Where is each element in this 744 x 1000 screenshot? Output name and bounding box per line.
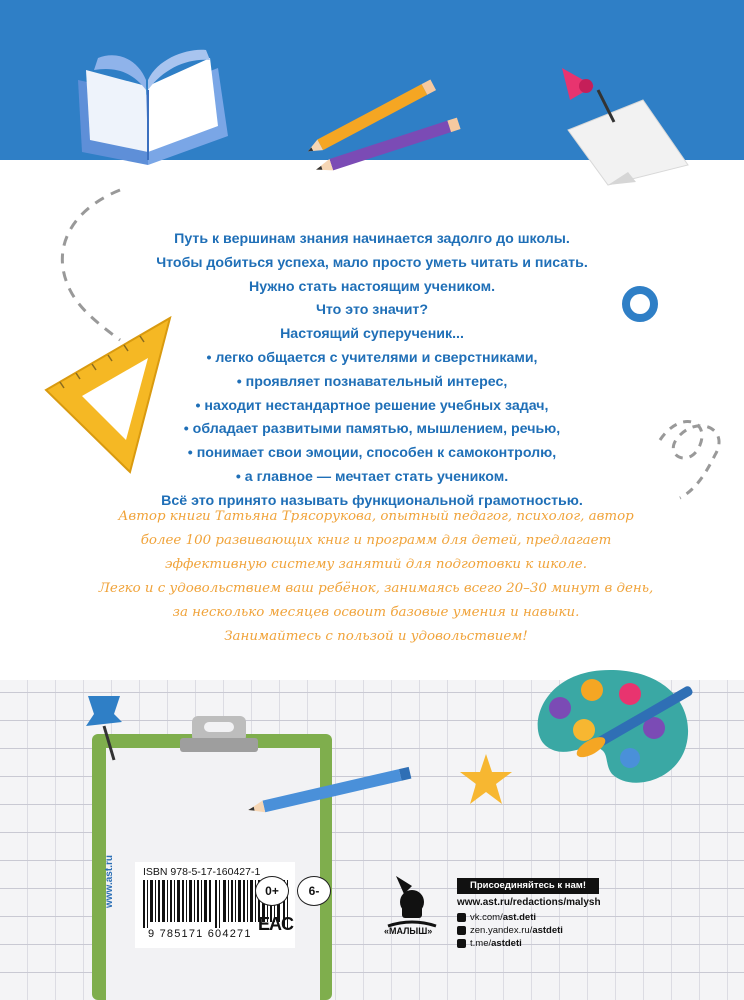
intro-bullet: • находит нестандартное решение учебных задач, bbox=[195, 397, 549, 414]
age-rating-0: 0+ bbox=[255, 876, 289, 906]
intro-line: Путь к вершинам знания начинается задолго до школы. bbox=[174, 231, 570, 247]
star-icon bbox=[458, 752, 514, 808]
pushpin-icon bbox=[74, 686, 134, 766]
ast-link[interactable]: www.ast.ru/redactions/malysh bbox=[457, 897, 601, 908]
blue-pencil-icon bbox=[240, 760, 430, 820]
intro-bullet: • легко общается с учителями и сверстниками, bbox=[206, 349, 538, 366]
intro-line: Нужно стать настоящим учеником. bbox=[248, 278, 496, 295]
intro-bullet: • проявляет познавательный интерес, bbox=[236, 373, 508, 390]
intro-line: Всё это принято называть функциональной грамотностью. bbox=[161, 492, 583, 509]
telegram-icon bbox=[457, 939, 466, 948]
social-zen[interactable]: zen.yandex.ru/astdeti bbox=[457, 925, 563, 936]
isbn-text: ISBN 978-5-17-160427-1 bbox=[143, 866, 261, 878]
intro-text-block bbox=[120, 228, 624, 514]
zen-icon bbox=[457, 926, 466, 935]
intro-line: Настоящий суперученик... bbox=[280, 326, 464, 343]
social-telegram[interactable]: t.me/astdeti bbox=[457, 938, 522, 949]
author-line: Занимайтесь с пользой и удовольствием! bbox=[224, 629, 528, 644]
intro-line: Что это значит? bbox=[315, 302, 429, 319]
social-vk[interactable]: vk.com/ast.deti bbox=[457, 912, 536, 923]
squiggle-right bbox=[640, 400, 740, 500]
author-line: более 100 развивающих книг и программ для детей, предлагает bbox=[140, 533, 612, 548]
pencils-icon bbox=[300, 72, 470, 177]
paint-palette-icon bbox=[520, 660, 700, 800]
author-line: Автор книги Татьяна Трясорукова, опытный педагог, психолог, автор bbox=[118, 509, 634, 524]
intro-bullet: • а главное — мечтает стать учеником. bbox=[235, 468, 509, 485]
author-line: Легко и с удовольствием ваш ребёнок, занимаясь всего 20–30 минут в день, bbox=[98, 581, 654, 596]
author-line: за несколько месяцев освоит базовые умения и навыки. bbox=[172, 605, 580, 620]
age-rating-6: 6- bbox=[297, 876, 331, 906]
barcode-number: 9 785171 604271 bbox=[148, 928, 252, 940]
pinned-note-icon bbox=[548, 60, 698, 190]
ring-icon bbox=[618, 282, 662, 326]
author-line: эффективную систему занятий для подготовки к школе. bbox=[165, 557, 587, 572]
eac-mark: EAC bbox=[258, 914, 294, 934]
join-us-banner: Присоединяйтесь к нам! bbox=[457, 878, 599, 894]
site-vertical: www.ast.ru bbox=[104, 855, 115, 908]
vk-icon bbox=[457, 913, 466, 922]
open-book-icon bbox=[68, 40, 238, 170]
intro-bullet: • обладает развитыми памятью, мышлением, речью, bbox=[183, 421, 561, 438]
publisher-logo-icon bbox=[382, 872, 442, 934]
author-text-block bbox=[96, 505, 656, 649]
intro-bullet: • понимает свои эмоции, способен к самоконтролю, bbox=[187, 445, 557, 462]
publisher-name: «МАЛЫШ» bbox=[384, 926, 433, 936]
intro-line: Чтобы добиться успеха, мало просто уметь читать и писать. bbox=[156, 254, 588, 271]
